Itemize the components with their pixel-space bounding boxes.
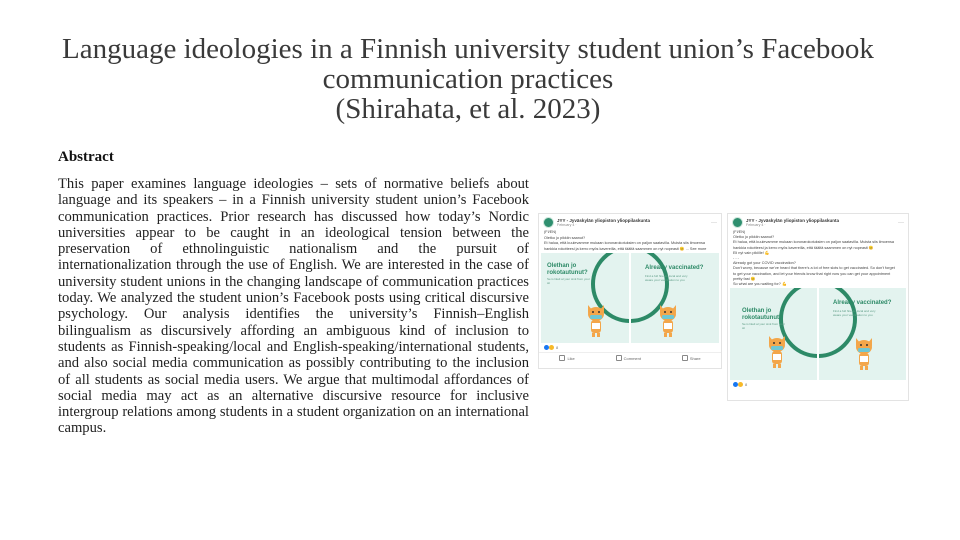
page-logo-icon [543,217,554,228]
post-line: - - - [733,256,739,261]
post-images [539,253,721,343]
reaction-stats [539,343,721,352]
post-header [728,214,908,229]
post-date: February 4 · [557,222,577,227]
post-date: February 4 · [746,222,766,227]
post-line: (FI/EN) [544,230,557,234]
post-line: pretty fast 😊 [733,276,756,281]
fox-mascot-icon [657,303,679,339]
tile-subtitle: Find a full hire for local and very aware your vaccination to you [833,309,876,317]
tile-title-line: rokotautunut? [547,269,588,276]
tile-title-line: Olethan jo [547,263,577,270]
post-text [728,229,908,288]
tile-subtitle: Find a full hire for local and very aware your vaccination to you [645,274,688,282]
care-reaction-icon [738,382,743,387]
page-name: JYY - Jyväskylän yliopiston ylioppilaskunta [557,217,650,223]
post-line: Et halua, että kuulevamme mukaan koronarokotuksien on paljon saatavilla. Muista siis ilmoensa [544,241,706,246]
facebook-post-screenshot-2 [727,213,909,401]
post-line: (FI/EN) [733,230,746,234]
title-line: (Shirahata, et al. 2023) [335,93,601,125]
post-line: Don't worry, because we've heard that there's a lot of free slots to get vaccinated. So don't forget [733,266,895,271]
share-action [682,355,701,361]
tile-title: Already vaccinated? [645,265,704,272]
share-label: Share [689,355,701,361]
title-line: communication practices [322,63,614,95]
abstract-heading: Abstract [58,149,114,165]
fox-mascot-icon [585,303,607,339]
image-tile-finnish [730,288,817,380]
slide-title [40,34,896,124]
tile-title [547,263,588,276]
image-tile-english [631,253,719,343]
facebook-post-screenshot-1 [538,213,722,369]
post-header [539,214,721,229]
post-line: Oletko jo pikkiin saanut? [544,235,586,240]
image-tile-finnish [541,253,629,343]
post-line: So what are you waiting for? 💪 [733,282,787,287]
comment-icon [616,355,622,361]
post-line: Et halua, että kuulevamme mukaan koronarokotuksien on paljon saatavilla. Muista siis ilmoensa [733,240,895,245]
reaction-stats [728,380,908,389]
tile-title-line: Olethan jo [742,308,772,315]
post-images [728,288,908,380]
comment-action [616,355,641,361]
image-tile-english [819,288,906,380]
post-line: Already got your COVID vaccination? [733,261,796,266]
page-name: JYY - Jyväskylän yliopiston ylioppilaskunta [746,217,839,223]
like-action [559,355,574,361]
post-line: Eli nyt vain pikiille! 💪 [733,250,770,255]
like-icon [559,355,565,361]
post-text [539,229,721,253]
care-reaction-icon [549,345,554,350]
more-options-icon: ··· [898,219,904,226]
comment-label: Comment [623,355,641,361]
page-logo-icon [732,217,743,228]
post-line: to get your vaccination, and let your friends know that right now you can get your appointment [733,271,891,276]
tile-title [742,308,783,321]
like-label: Like [567,355,575,361]
reaction-count: 8 [556,345,559,351]
tile-subtitle: Se is likeli al your sink from your sit [547,277,590,285]
reaction-count: 8 [745,382,748,388]
share-icon [682,355,688,361]
tile-title: Already vaccinated? [833,300,892,307]
title-line: Language ideologies in a Finnish university student union’s Facebook [62,33,874,65]
fox-mascot-icon [766,334,788,370]
tile-title-line: rokotautunut? [742,314,783,321]
abstract-body: This paper examines language ideologies – sets of normative beliefs about language and its speakers – in a Finnish university student union’s Facebook communication practices. Prior research has discussed how today’s Nordic universities appear to be caught in an ideological tension between the preservation of ethnolinguistic nationalism and the pursuit of internationalization through the use of English. We are interested in the case of university student unions in the changing landscape of communication practices today. We analyzed the student union’s Facebook posts using critical discursive psychology. Our analysis identifies the university’s Finnish–English bilingualism as discursively affording an ambiguous kind of inclusion to students as Finnish-speaking/local and English-speaking/international students, and also social media communication as possibly contributing to the inclusion of all students as social media users. We argue that multimodal affordances of social media may act as an alternative discursive resource for inclusive intergroup relations among students in a student organization on an international campus. [58,176,529,437]
more-options-icon: ··· [711,219,717,226]
post-actions [539,352,721,363]
tile-subtitle: Se is likeli al your sink from your sit [742,322,785,330]
fox-mascot-icon [853,336,875,372]
post-line: Oletko jo pikkiin saanut? [733,235,775,240]
post-line: hankkia rokotteesi ja kerro myös kavereilla, että täältä saammen on nyt nopeasti 😊 ... See more [544,246,707,251]
post-line: hankkia rokotteesi ja kerro myös kavereilla, että täältä saammen on nyt nopeasti 😊 [733,245,874,250]
